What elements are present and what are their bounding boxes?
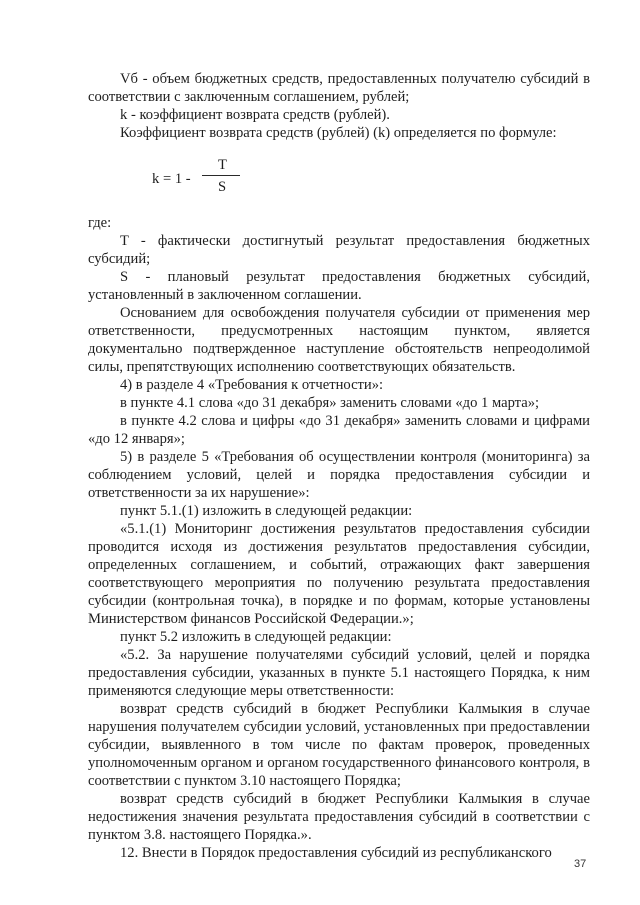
formula [88, 146, 590, 198]
paragraph: 4) в разделе 4 «Требования к отчетности»: [120, 377, 384, 393]
where-label: где: [88, 215, 112, 231]
paragraph: в пункте 4.2 слова и цифры «до 31 декабря» заменить словами и цифрами «до 12 января»; [88, 413, 590, 447]
paragraph: 5) в разделе 5 «Требования об осуществлении контроля (мониторинга) за соблюдением условий, целей и порядка предоставления субсидии и ответственности за их нарушение»: [88, 449, 590, 501]
formula-lhs: k = 1 - [152, 171, 191, 187]
document-body [88, 70, 590, 862]
paragraph: в пункте 4.1 слова «до 31 декабря» заменить словами «до 1 марта»; [120, 395, 540, 411]
paragraph: пункт 5.1.(1) изложить в следующей редакции: [120, 503, 413, 519]
page-number: 37 [574, 858, 587, 870]
paragraph: «5.2. За нарушение получателями субсидий условий, целей и порядка предоставления субсидии, указанных в пункте 5.1 настоящего Порядка, к ним применяются следующие меры ответственности: [88, 647, 590, 699]
paragraph: возврат средств субсидий в бюджет Республики Калмыкия в случае нарушения получателем субсидии условий, установленных при предоставлении субсидии, выявленного в том числе по фактам проверок, проведенных уполномоченным органом и органом государственного финансового контроля, в соответствии с пунктом 3.10 настоящего Порядка; [88, 701, 590, 789]
paragraph: пункт 5.2 изложить в следующей редакции: [120, 629, 392, 645]
paragraph: Коэффициент возврата средств (рублей) (k) определяется по формуле: [120, 125, 557, 141]
paragraph: S - плановый результат предоставления бюджетных субсидий, установленный в заключенном соглашении. [88, 269, 590, 303]
paragraph: Основанием для освобождения получателя субсидии от применения мер ответственности, предусмотренных настоящим пунктом, является документально подтвержденное наступление обстоятельств непреодолимой силы, препятствующих исполнению соответствующих обязательств. [88, 305, 590, 375]
formula-denominator: S [218, 179, 227, 195]
paragraph: Vб - объем бюджетных средств, предоставленных получателю субсидий в соответствии с заключенным соглашением, рублей; [88, 71, 590, 105]
paragraph: возврат средств субсидий в бюджет Республики Калмыкия в случае недостижения значения результата предоставления субсидий в соответствии с пунктом 3.8. настоящего Порядка.». [88, 791, 590, 843]
paragraph: k - коэффициент возврата средств (рублей). [120, 107, 390, 123]
paragraph: T - фактически достигнутый результат предоставления бюджетных субсидий; [88, 233, 590, 267]
paragraph: «5.1.(1) Мониторинг достижения результатов предоставления субсидии проводится исходя из достижения результатов предоставления субсидии, определенных соглашением, и событий, отражающих факт завершения соответствующего мероприятия по получению результата предоставления субсидии (контрольная точка), в порядке и по формам, которые установлены Министерством финансов Российской Федерации.»; [88, 521, 590, 627]
formula-numerator: T [218, 157, 227, 173]
fraction-bar [202, 175, 240, 176]
paragraph: 12. Внести в Порядок предоставления субсидий из республиканского [120, 845, 552, 861]
